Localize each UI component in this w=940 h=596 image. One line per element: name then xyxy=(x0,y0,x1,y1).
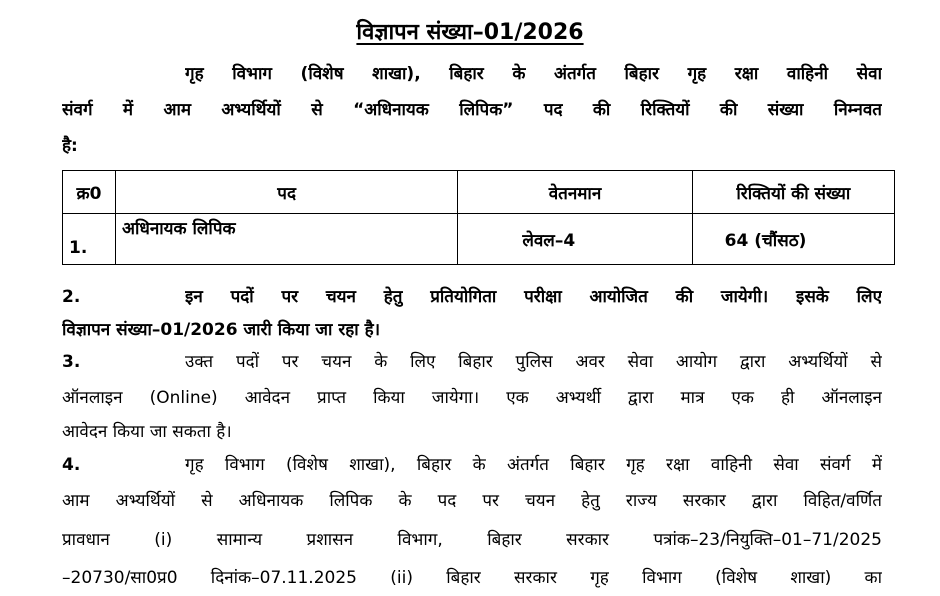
para-4-line-1: गृह विभाग (विशेष शाखा), बिहार के अंतर्गत बिहार गृह रक्षा वाहिनी सेवा संवर्ग में xyxy=(185,455,882,475)
para-4-line-2: आम अभ्यर्थियों से अधिनायक लिपिक के पद पर चयन हेतु राज्य सरकार द्वारा विहित/वर्णित xyxy=(62,491,882,511)
cell-post: अधिनायक लिपिक xyxy=(115,214,457,265)
header-serial: क्र0 xyxy=(63,171,116,214)
header-vacancies: रिक्तियों की संख्या xyxy=(692,171,894,214)
cell-vacancies: 64 (चौंसठ) xyxy=(692,214,894,265)
intro-line-3: है: xyxy=(62,136,78,156)
para-4-line-3: प्रावधान (i) सामान्य प्रशासन विभाग, बिहार सरकार पत्रांक–23/नियुक्ति–01–71/2025 xyxy=(62,530,882,550)
table-header-row xyxy=(63,171,895,214)
para-4-number: 4. xyxy=(62,455,81,475)
para-4-line-4: –20730/सा0प्र0 दिनांक–07.11.2025 (ii) बिहार सरकार गृह विभाग (विशेष शाखा) का xyxy=(62,568,882,588)
table-row xyxy=(63,214,895,265)
para-3-line-2: ऑनलाइन (Online) आवेदन प्राप्त किया जायेगा। एक अभ्यर्थी द्वारा मात्र एक ही ऑनलाइन xyxy=(62,388,882,408)
intro-line-2: संवर्ग में आम अभ्यर्थियों से “अधिनायक लिपिक” पद की रिक्तियों की संख्या निम्नवत xyxy=(62,100,882,120)
para-2-line-2: विज्ञापन संख्या–01/2026 जारी किया जा रहा है। xyxy=(62,320,381,340)
vacancy-table xyxy=(62,170,895,265)
intro-line-1: गृह विभाग (विशेष शाखा), बिहार के अंतर्गत बिहार गृह रक्षा वाहिनी सेवा xyxy=(185,64,882,84)
para-2-number: 2. xyxy=(62,287,81,307)
para-3-line-1: उक्त पदों पर चयन के लिए बिहार पुलिस अवर सेवा आयोग द्वारा अभ्यर्थियों से xyxy=(185,352,882,372)
para-3-number: 3. xyxy=(62,352,81,372)
header-post: पद xyxy=(115,171,457,214)
header-pay-scale: वेतनमान xyxy=(458,171,692,214)
para-3-line-3: आवेदन किया जा सकता है। xyxy=(62,422,232,442)
cell-pay: लेवल–4 xyxy=(458,214,692,265)
para-2-line-1: इन पदों पर चयन हेतु प्रतियोगिता परीक्षा आयोजित की जायेगी। इसके लिए xyxy=(185,287,882,307)
advertisement-title: विज्ञापन संख्या–01/2026 xyxy=(356,20,584,45)
cell-serial: 1. xyxy=(63,214,116,265)
